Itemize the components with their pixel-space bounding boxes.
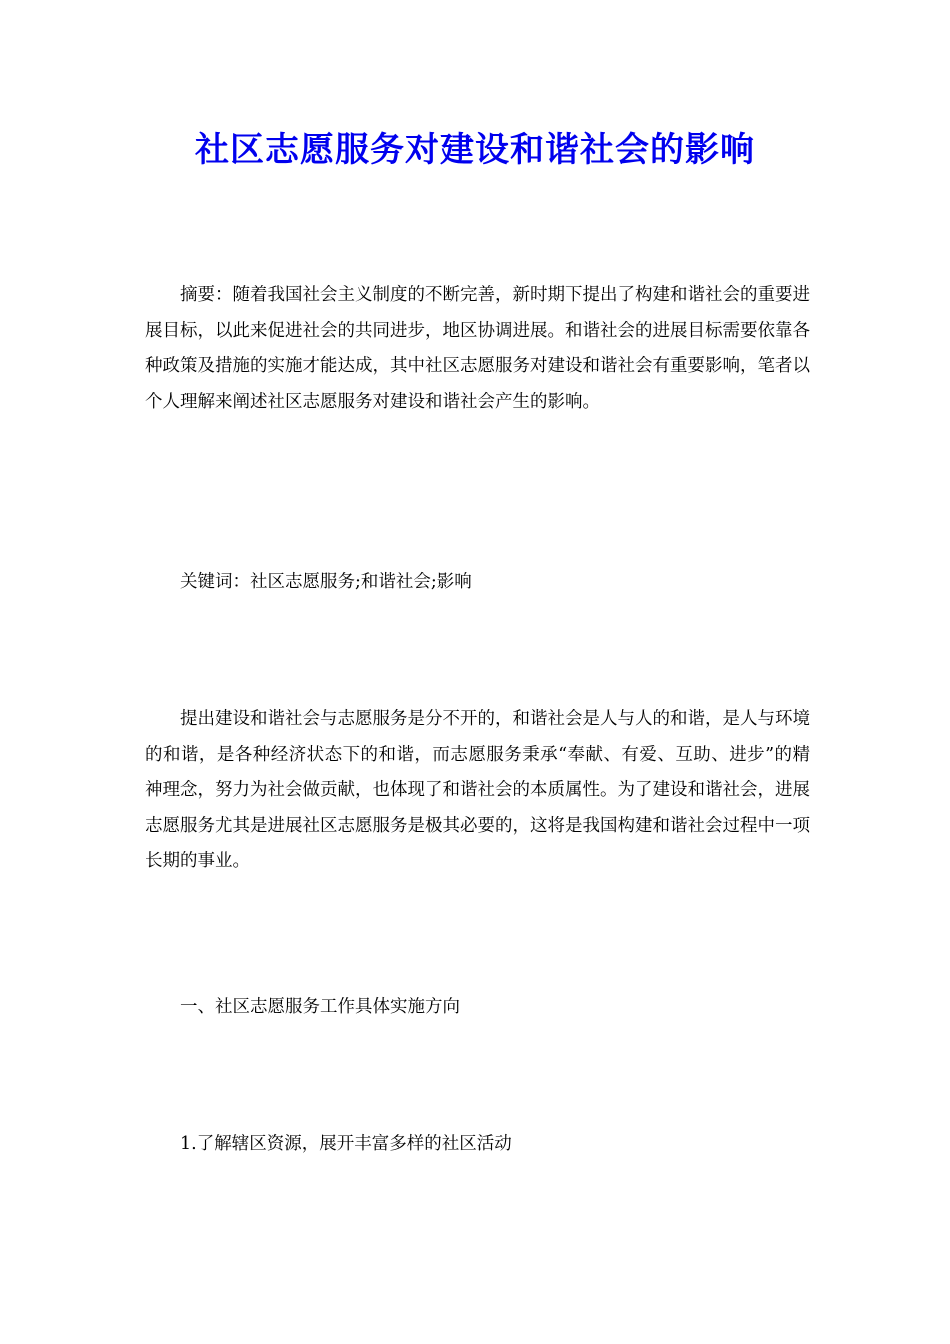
abstract-paragraph: 摘要：随着我国社会主义制度的不断完善，新时期下提出了构建和谐社会的重要进展目标，以此来促进社会的共同进步，地区协调进展。和谐社会的进展目标需要依靠各种政策及措施的实施才能达成，其中社区志愿服务对建设和谐社会有重要影响，笔者以个人理解来阐述社区志愿服务对建设和谐社会产生的影响。 xyxy=(145,285,810,412)
subsection-heading: 1.了解辖区资源，展开丰富多样的社区活动 xyxy=(180,1134,512,1154)
document-title: 社区志愿服务对建设和谐社会的影响 xyxy=(195,130,755,170)
intro-paragraph: 提出建设和谐社会与志愿服务是分不开的，和谐社会是人与人的和谐，是人与环境的和谐，是各种经济状态下的和谐，而志愿服务秉承“奉献、有爱、互助、进步”的精神理念，努力为社会做贡献，也体现了和谐社会的本质属性。为了建设和谐社会，进展志愿服务尤其是进展社区志愿服务是极其必要的，这将是我国构建和谐社会过程中一项长期的事业。 xyxy=(145,709,810,871)
keywords-line: 关键词：社区志愿服务;和谐社会;影响 xyxy=(180,572,472,592)
section-heading: 一、社区志愿服务工作具体实施方向 xyxy=(180,997,460,1017)
